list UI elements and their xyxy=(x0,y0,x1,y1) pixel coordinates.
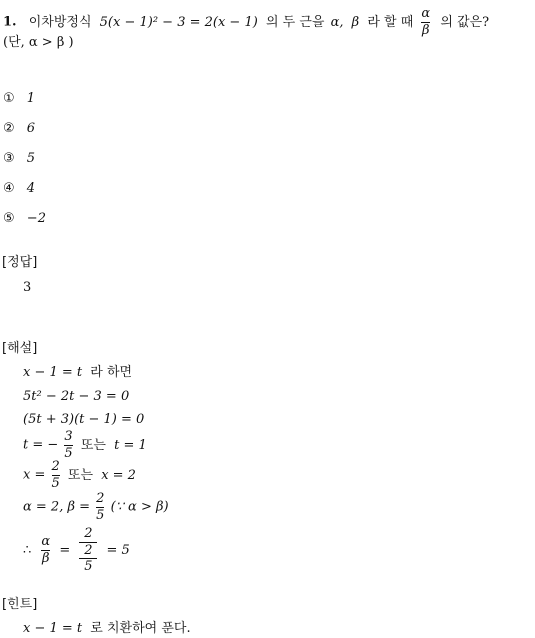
question-equation: 5(x − 1)² − 3 = 2(x − 1) xyxy=(99,14,258,30)
or-text: 또는 xyxy=(67,467,94,483)
x-solution-1-fraction xyxy=(52,460,60,490)
choice-marker: ② xyxy=(3,121,15,136)
choice-3[interactable] xyxy=(3,152,35,165)
choice-marker: ⑤ xyxy=(3,211,15,226)
fraction-denominator: 5 xyxy=(51,475,60,491)
t-solution-1-prefix: t = − xyxy=(23,437,59,453)
fraction-numerator: 2 xyxy=(51,459,60,474)
therefore-symbol: ∴ xyxy=(23,542,32,558)
question-text-1: 이차방정식 xyxy=(28,14,92,30)
choice-5[interactable] xyxy=(3,212,46,225)
alpha-over-beta-fraction xyxy=(421,7,430,37)
fraction-denominator: β xyxy=(422,22,430,38)
inner-fraction xyxy=(79,544,97,574)
choice-marker: ① xyxy=(3,91,15,106)
substitution-text: 라 하면 xyxy=(90,365,133,380)
question-text-2: 의 두 근을 xyxy=(265,14,325,30)
compound-numerator: 2 xyxy=(84,526,93,541)
substitution-expression: x − 1 = t xyxy=(23,365,83,380)
because-condition: (∵ α > β) xyxy=(110,499,169,515)
alpha-over-beta-fraction xyxy=(41,535,50,565)
hint-line xyxy=(23,622,191,635)
explanation-label: [해설] xyxy=(2,341,38,356)
choice-1[interactable] xyxy=(3,92,35,105)
explanation-line-7 xyxy=(23,527,130,574)
explanation-line-5 xyxy=(23,460,136,490)
choice-value: 4 xyxy=(26,181,36,196)
answer-label: [정답] xyxy=(2,255,38,270)
beta-symbol: β xyxy=(351,14,360,30)
x-solution-2: x = 2 xyxy=(101,467,136,483)
explanation-line-4 xyxy=(23,430,147,460)
hint-expression: x − 1 = t xyxy=(23,621,83,636)
alpha-symbol: α, xyxy=(330,14,344,30)
t-solution-1-fraction xyxy=(64,430,72,460)
compound-fraction xyxy=(79,527,97,574)
fraction-numerator: α xyxy=(41,534,51,550)
question-number: 1. xyxy=(3,14,17,30)
question-text-3: 라 할 때 xyxy=(367,14,414,30)
final-result: = 5 xyxy=(106,542,130,558)
question-condition: (단, α > β ) xyxy=(3,35,74,50)
or-text: 또는 xyxy=(80,437,106,453)
explanation-line-3: (5t + 3)(t − 1) = 0 xyxy=(23,412,145,427)
hint-label: [힌트] xyxy=(2,597,38,612)
explanation-line-6 xyxy=(23,492,169,522)
explanation-line-1 xyxy=(23,366,132,379)
choice-4[interactable] xyxy=(3,182,35,195)
explanation-line-2: 5t² − 2t − 3 = 0 xyxy=(23,389,130,404)
alpha-beta-values: α = 2, β = xyxy=(23,499,91,515)
choice-marker: ③ xyxy=(3,151,15,166)
fraction-denominator: β xyxy=(42,550,50,566)
question-text-4: 의 값은? xyxy=(440,14,490,30)
fraction-numerator: 2 xyxy=(96,491,105,506)
fraction-denominator: 5 xyxy=(64,445,73,461)
choice-value: 5 xyxy=(26,151,36,166)
question-line xyxy=(3,7,489,37)
t-solution-2: t = 1 xyxy=(114,437,147,453)
fraction-denominator: 5 xyxy=(96,507,105,523)
choice-2[interactable] xyxy=(3,122,35,135)
fraction-denominator: 5 xyxy=(84,559,93,575)
beta-fraction xyxy=(96,492,104,522)
fraction-numerator: 3 xyxy=(64,429,73,444)
choice-marker: ④ xyxy=(3,181,15,196)
fraction-numerator: 2 xyxy=(84,542,93,558)
answer-value: 3 xyxy=(23,280,32,295)
fraction-numerator: α xyxy=(421,6,431,21)
choice-value: 1 xyxy=(26,91,36,106)
choice-value: 6 xyxy=(26,121,36,136)
x-solution-1-prefix: x = xyxy=(23,467,46,483)
hint-text: 로 치환하여 푼다. xyxy=(90,621,191,636)
equals-sign: = xyxy=(59,542,71,558)
choice-value: −2 xyxy=(26,211,46,226)
